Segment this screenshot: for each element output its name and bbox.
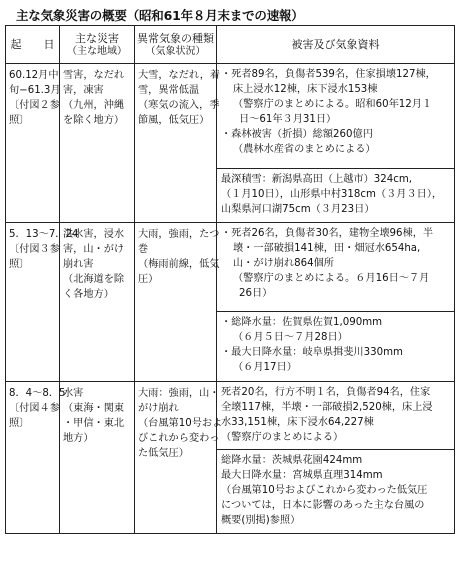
header-damage: 被害及び気象資料 (217, 26, 455, 64)
damage-cell: 死者20名，行方不明１名，負傷者94名，住家 全壊117棟，半壊・一部破損2,520棟，床上浸 水33,151棟，床下浸水64,227棟 （警察庁のまとめによる） (217, 382, 455, 450)
weather-cell: 大雨，強雨，たつ 巻 （梅雨前線，低気 圧） (135, 223, 217, 382)
disaster-cell: 雪害，なだれ 害，凍害 （九州，沖縄 を除く地方） (60, 64, 135, 223)
table-row (6, 64, 455, 169)
damage-cell: ・死者26名，負傷者30名，建物全壊96棟，半 壊・一部破損141棟，田・畑冠水654ha, 山・がけ崩れ864個所 （警察庁のまとめによる。６月16日〜７月 26日） (217, 223, 455, 312)
weather-cell: 大雪，なだれ，着 雪，異常低温 （寒気の流入，季 節風，低気圧） (135, 64, 217, 223)
disaster-cell: 水害 （東海・関東 ・甲信・東北 地方） (60, 382, 135, 534)
disaster-cell: 洪水害，浸水 害，山・がけ 崩れ害 （北海道を除 く各地方） (60, 223, 135, 382)
period-cell: 8．4〜8．5 〔付図４参 照〕 (6, 382, 60, 534)
weather-data-cell: 総降水量：茨城県花園424mm 最大日降水量：宮城県直理314mm （台風第10号およびこれから変わった低気圧 については，日本に影響のあった主な台風の 概要(別掲)参照） (217, 450, 455, 534)
document-title: 主な気象災害の概要（昭和61年８月末までの速報） (16, 8, 304, 23)
disaster-summary-table (5, 25, 455, 534)
table-row (6, 223, 455, 312)
period-cell: 60.12月中 旬−61.3月 〔付図２参 照〕 (6, 64, 60, 223)
header-disaster: 主な災害 （主な地域） (60, 26, 135, 64)
weather-data-cell: ・総降水量：佐賀県佐賀1,090mm （６月５日〜７月28日） ・最大日降水量：岐阜県揖斐川330mm （６月17日） (217, 312, 455, 382)
weather-data-cell: 最深積雪：新潟県高田（上越市）324cm, （１月10日），山形県中村318cm（３月３日）， 山梨県河口湖75cm（３月23日） (217, 169, 455, 223)
weather-cell: 大雨：強雨，山・ がけ崩れ （台風第10号およ びこれから変わっ た低気圧） (135, 382, 217, 534)
table-row (6, 382, 455, 450)
header-weather: 異常気象の種類 （気象状況） (135, 26, 217, 64)
period-cell: 5．13〜7．24 〔付図３参 照〕 (6, 223, 60, 382)
damage-cell: ・死者89名，負傷者539名，住家損壊127棟， 床上浸水12棟，床下浸水153棟 （警察庁のまとめによる。昭和60年12月１ 日〜61年３月31日） ・森林被害（折損）総額260億円 （農林水産省のまとめによる） (217, 64, 455, 169)
header-period: 起 日 (6, 26, 60, 64)
table-header-row (6, 26, 455, 64)
